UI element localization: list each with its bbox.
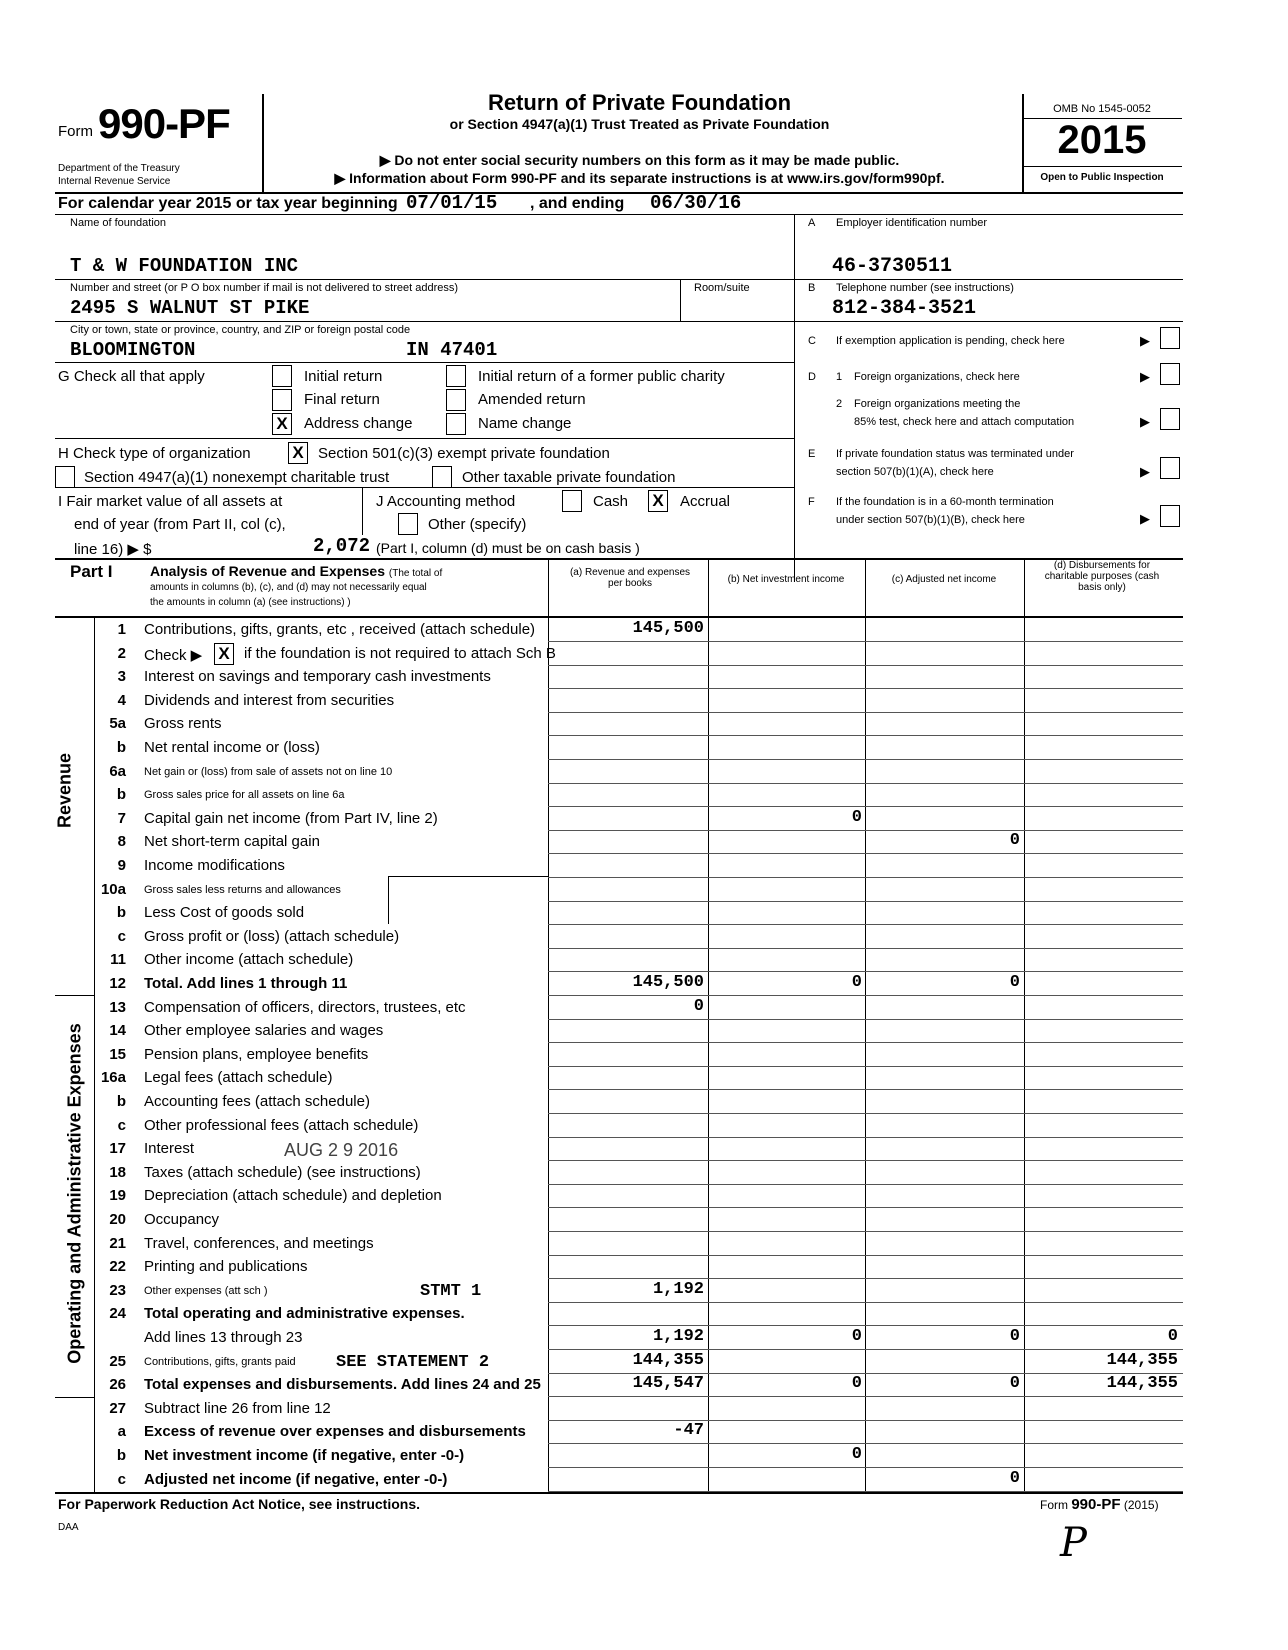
part-i-title: Analysis of Revenue and Expenses (The total of	[150, 563, 443, 579]
tax-year-begin[interactable]: 07/01/15	[406, 192, 498, 214]
cash-checkbox[interactable]	[562, 490, 582, 512]
col-c-header: (c) Adjusted net income	[891, 574, 997, 585]
amended-return-label: Amended return	[478, 391, 586, 408]
line-description: Occupancy	[144, 1211, 220, 1228]
label-d: D	[808, 371, 816, 383]
line-number: a	[117, 1423, 126, 1440]
city-label: City or town, state or province, country, and ZIP or foreign postal code	[70, 324, 411, 336]
d1-number: 1	[836, 371, 843, 383]
line-number: b	[116, 786, 126, 803]
h-label: H Check type of organization	[58, 445, 251, 462]
line-number: 25	[109, 1353, 126, 1370]
line-description: Excess of revenue over expenses and disbursements	[144, 1423, 526, 1440]
other-method-checkbox[interactable]	[398, 513, 418, 535]
initial-former-checkbox[interactable]	[446, 365, 466, 387]
expenses-side-label: Operating and Administrative Expenses	[64, 1023, 85, 1364]
name-change-checkbox[interactable]	[446, 413, 466, 435]
amount-cd[interactable]: 144,355	[1106, 1374, 1178, 1393]
line-description: Interest	[144, 1140, 195, 1157]
amount-cb[interactable]: 0	[851, 1374, 862, 1393]
label-c: C	[808, 335, 816, 347]
line-number: 15	[109, 1046, 126, 1063]
handwritten-mark: P	[1060, 1520, 1087, 1566]
initial-former-label: Initial return of a former public charity	[478, 368, 725, 385]
final-return-label: Final return	[304, 391, 380, 408]
amount-cc[interactable]: 0	[1009, 831, 1020, 850]
line-number: 6a	[109, 763, 126, 780]
form-label: Form	[58, 123, 93, 140]
line-description: Contributions, gifts, grants, etc , received (attach schedule)	[144, 621, 536, 638]
name-change-label: Name change	[478, 415, 572, 432]
line-number: 21	[109, 1235, 126, 1252]
line-description: Contributions, gifts, grants paid	[144, 1356, 296, 1368]
label-e: E	[808, 448, 816, 460]
line-description: Total. Add lines 1 through 11	[144, 975, 348, 992]
i-line-1: I Fair market value of all assets at	[58, 493, 283, 510]
d2-number: 2	[836, 398, 843, 410]
line-description: Net rental income or (loss)	[144, 739, 320, 756]
line-number: 11	[110, 951, 126, 968]
line-description: Net gain or (loss) from sale of assets not on line 10	[144, 766, 393, 778]
d2-checkbox[interactable]	[1160, 408, 1180, 430]
cash-basis-note: (Part I, column (d) must be on cash basis )	[376, 540, 640, 556]
d2-label-2: 85% test, check here and attach computation	[854, 416, 1075, 428]
i-line-3: line 16) ▶ $	[74, 541, 152, 558]
line-number: 24	[109, 1305, 126, 1322]
label-b: B	[808, 282, 816, 294]
line-description: Travel, conferences, and meetings	[144, 1235, 374, 1252]
line-number: 7	[117, 810, 126, 827]
omb-number: OMB No 1545-0052	[1053, 103, 1151, 115]
form-footer-ref: Form 990-PF (2015)	[1040, 1496, 1159, 1513]
form-subtitle: or Section 4947(a)(1) Trust Treated as Private Foundation	[449, 116, 830, 132]
amount-a[interactable]: 144,355	[632, 1351, 704, 1370]
col-a-header: (a) Revenue and expenses per books	[569, 567, 691, 589]
c-label: If exemption application is pending, check here	[836, 335, 1065, 347]
part-i-label: Part I	[70, 562, 113, 581]
c-checkbox[interactable]	[1160, 327, 1180, 349]
other-method-label: Other (specify)	[428, 516, 527, 533]
stmt1-reference: STMT 1	[420, 1282, 482, 1301]
line-number: c	[117, 1117, 126, 1134]
amount-a[interactable]: 145,500	[632, 619, 704, 638]
line-number: 2	[117, 645, 126, 662]
amount-cc[interactable]: 0	[1009, 1469, 1020, 1488]
amount-cd[interactable]: 0	[1167, 1327, 1178, 1346]
line-number: b	[116, 1093, 126, 1110]
line-description: Other expenses (att sch )	[144, 1285, 268, 1297]
line-number: 14	[109, 1022, 126, 1039]
line-number: 17	[109, 1140, 126, 1157]
line-description: Net short-term capital gain	[144, 833, 320, 850]
line-number: 16a	[100, 1069, 126, 1086]
amount-a[interactable]: 1,192	[652, 1280, 704, 1299]
line-number: 10a	[100, 881, 126, 898]
cash-label: Cash	[593, 493, 629, 510]
amount-cc[interactable]: 0	[1009, 1374, 1020, 1393]
form-number: 990-PF	[98, 100, 230, 147]
d1-checkbox[interactable]	[1160, 363, 1180, 385]
h-other-taxable-label: Other taxable private foundation	[462, 469, 676, 486]
city[interactable]: BLOOMINGTON	[70, 339, 196, 361]
amount-a[interactable]: 0	[693, 997, 704, 1016]
line-number: 23	[109, 1282, 126, 1299]
line-description: Other professional fees (attach schedule)	[144, 1117, 419, 1134]
ssn-notice: ▶ Do not enter social security numbers on this form as it may be made public.	[379, 152, 900, 168]
daa-label: DAA	[58, 1522, 79, 1533]
line-number: 1	[117, 621, 126, 638]
line-description: Total operating and administrative expenses.	[144, 1305, 465, 1322]
amount-a[interactable]: 1,192	[652, 1327, 704, 1346]
line-description: Taxes (attach schedule) (see instructions)	[144, 1164, 421, 1181]
line-number: 8	[117, 833, 126, 850]
calendar-year-label: For calendar year 2015 or tax year beginning	[58, 195, 398, 212]
initial-return-label: Initial return	[304, 368, 383, 385]
e-label-2: section 507(b)(1)(A), check here	[836, 466, 994, 478]
room-suite-label: Room/suite	[694, 282, 750, 294]
line-description: Gross sales price for all assets on line 6a	[144, 789, 345, 801]
info-notice: ▶ Information about Form 990-PF and its separate instructions is at www.irs.gov/form990pf.	[334, 170, 945, 186]
received-stamp: AUG 2 9 2016	[284, 1140, 399, 1160]
line-description: Capital gain net income (from Part IV, line 2)	[144, 810, 438, 827]
tax-year: 2015	[1057, 118, 1147, 162]
line-description: Gross profit or (loss) (attach schedule)	[144, 928, 400, 945]
line-description: Compensation of officers, directors, trustees, etc	[144, 999, 466, 1016]
f-label-1: If the foundation is in a 60-month termination	[836, 496, 1054, 508]
line-number: c	[117, 928, 126, 945]
dept-line-2: Internal Revenue Service	[58, 176, 171, 187]
ein-value[interactable]: 46-3730511	[832, 255, 953, 278]
see-statement-2: SEE STATEMENT 2	[336, 1353, 490, 1372]
e-label-1: If private foundation status was terminated under	[836, 448, 1074, 460]
ein-label: Employer identification number	[836, 217, 988, 229]
d2-label-1: Foreign organizations meeting the	[854, 398, 1021, 410]
amount-cc[interactable]: 0	[1009, 973, 1020, 992]
line-description: Accounting fees (attach schedule)	[144, 1093, 370, 1110]
line-description: if the foundation is not required to attach Sch B	[244, 645, 556, 662]
col-d-header: (d) Disbursements for charitable purposes (cash basis only)	[1044, 560, 1160, 593]
amount-cb[interactable]: 0	[851, 1445, 862, 1464]
line-number: b	[116, 904, 126, 921]
line-number: 4	[117, 692, 126, 709]
line-description: Printing and publications	[144, 1258, 308, 1275]
name-label: Name of foundation	[70, 217, 167, 229]
paperwork-notice: For Paperwork Reduction Act Notice, see instructions.	[58, 1496, 420, 1512]
phone-value[interactable]: 812-384-3521	[832, 297, 977, 320]
line-number: 22	[109, 1258, 126, 1275]
h-501c3-label: Section 501(c)(3) exempt private foundation	[318, 445, 610, 462]
label-a: A	[808, 217, 816, 229]
label-f: F	[808, 496, 815, 508]
sch-b-checkbox[interactable]: X	[214, 643, 234, 665]
g-label: G Check all that apply	[58, 368, 205, 385]
line-number: b	[116, 739, 126, 756]
line2-check-label: Check ▶	[144, 647, 203, 664]
line-number: 20	[109, 1211, 126, 1228]
f-label-2: under section 507(b)(1)(B), check here	[836, 514, 1025, 526]
amount-a[interactable]: 145,547	[632, 1374, 704, 1393]
line-description: Gross sales less returns and allowances	[144, 884, 341, 896]
part-i-desc-2: amounts in columns (b), (c), and (d) may not necessarily equal	[150, 582, 427, 593]
line-description: Pension plans, employee benefits	[144, 1046, 369, 1063]
line-number: b	[116, 1447, 126, 1464]
foundation-name[interactable]: T & W FOUNDATION INC	[70, 255, 299, 277]
amended-return-checkbox[interactable]	[446, 389, 466, 411]
dept-line-1: Department of the Treasury	[58, 163, 180, 174]
line-number: 3	[117, 668, 126, 685]
amount-cc[interactable]: 0	[1009, 1327, 1020, 1346]
line-description: Other employee salaries and wages	[144, 1022, 384, 1039]
amount-cb[interactable]: 0	[851, 808, 862, 827]
line-description: Total expenses and disbursements. Add lines 24 and 25	[144, 1376, 541, 1393]
amount-cb[interactable]: 0	[851, 1327, 862, 1346]
accrual-label: Accrual	[680, 493, 731, 510]
line-description: Less Cost of goods sold	[144, 904, 305, 921]
line-description: Interest on savings and temporary cash investments	[144, 668, 491, 685]
d1-label: Foreign organizations, check here	[854, 371, 1020, 383]
initial-return-checkbox[interactable]	[272, 365, 292, 387]
fmv-assets-value[interactable]: 2,072	[312, 535, 370, 557]
line-number: 27	[109, 1400, 126, 1417]
line-description: Income modifications	[144, 857, 285, 874]
j-label: J Accounting method	[376, 493, 516, 510]
form-title: Return of Private Foundation	[487, 90, 792, 115]
line-description: Legal fees (attach schedule)	[144, 1069, 333, 1086]
amount-a[interactable]: -47	[673, 1421, 704, 1440]
h-501c3-checkbox[interactable]: X	[288, 442, 308, 464]
line-description: Subtract line 26 from line 12	[144, 1400, 331, 1417]
line-description: Adjusted net income (if negative, enter -0-)	[144, 1471, 448, 1488]
accrual-checkbox[interactable]: X	[648, 490, 668, 512]
line-number: 13	[109, 999, 126, 1016]
state-zip[interactable]: IN 47401	[406, 339, 498, 361]
street-label: Number and street (or P O box number if mail is not delivered to street address)	[70, 282, 459, 294]
street-address[interactable]: 2495 S WALNUT ST PIKE	[70, 297, 310, 319]
line-number: 12	[109, 975, 126, 992]
address-change-checkbox[interactable]: X	[272, 413, 292, 435]
line-number: 18	[109, 1164, 126, 1181]
address-change-label: Address change	[304, 415, 413, 432]
line-number: 19	[109, 1187, 126, 1204]
revenue-side-label: Revenue	[54, 752, 75, 829]
h-4947-checkbox[interactable]	[55, 466, 75, 488]
h-other-taxable-checkbox[interactable]	[432, 466, 452, 488]
line-number: 5a	[109, 715, 126, 732]
line-number: 26	[109, 1376, 126, 1393]
line-description: Depreciation (attach schedule) and depletion	[144, 1187, 442, 1204]
h-4947-label: Section 4947(a)(1) nonexempt charitable trust	[84, 469, 390, 486]
amount-cd[interactable]: 144,355	[1106, 1351, 1178, 1370]
and-ending-label: , and ending	[530, 195, 625, 212]
e-checkbox[interactable]	[1160, 457, 1180, 479]
line-number: 9	[117, 857, 126, 874]
line-description: Other income (attach schedule)	[144, 951, 354, 968]
final-return-checkbox[interactable]	[272, 389, 292, 411]
line-description: Dividends and interest from securities	[144, 692, 395, 709]
tax-year-end[interactable]: 06/30/16	[650, 192, 742, 214]
phone-label: Telephone number (see instructions)	[836, 282, 1014, 294]
line-description: Add lines 13 through 23	[144, 1329, 303, 1346]
line-number: c	[117, 1471, 126, 1488]
i-line-2: end of year (from Part II, col (c),	[74, 516, 286, 533]
open-inspection: Open to Public Inspection	[1040, 172, 1164, 183]
col-b-header: (b) Net investment income	[727, 574, 845, 585]
line-description: Net investment income (if negative, enter -0-)	[144, 1447, 465, 1464]
amount-a[interactable]: 145,500	[632, 973, 704, 992]
part-i-desc-3: the amounts in column (a) (see instructions) )	[150, 597, 351, 608]
f-checkbox[interactable]	[1160, 505, 1180, 527]
line-description: Gross rents	[144, 715, 222, 732]
amount-cb[interactable]: 0	[851, 973, 862, 992]
